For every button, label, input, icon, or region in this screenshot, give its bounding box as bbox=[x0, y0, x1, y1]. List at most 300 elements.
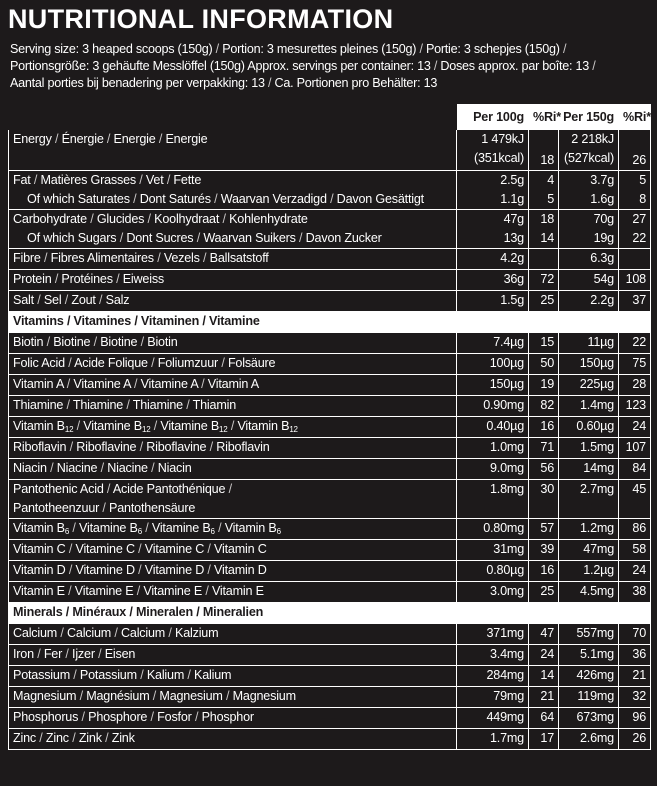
name-part: Potassium bbox=[13, 668, 70, 682]
name-part: Calcium bbox=[67, 626, 112, 640]
name-separator: / bbox=[144, 212, 155, 226]
value-line: 18 bbox=[540, 212, 554, 226]
name-separator: / bbox=[136, 440, 147, 454]
name-part: Vitamine B bbox=[83, 419, 142, 433]
name-separator: / bbox=[57, 626, 67, 640]
cell-ri2: 123 bbox=[619, 396, 651, 417]
cell-ri2: 26 bbox=[619, 729, 651, 750]
cell-ri2: 84 bbox=[619, 459, 651, 480]
name-part: Énergie bbox=[61, 132, 104, 146]
header-ri2: %Ri* bbox=[619, 105, 651, 130]
name-separator: / bbox=[36, 731, 46, 745]
name-part: Potassium bbox=[79, 668, 137, 682]
cell-per150: 54g bbox=[559, 270, 619, 291]
name-part: Vitamin A bbox=[13, 377, 64, 391]
nutrient-name bbox=[9, 687, 457, 708]
name-part: Iron bbox=[13, 647, 34, 661]
value-line: 4 bbox=[547, 173, 554, 187]
name-separator: / bbox=[182, 398, 193, 412]
cell-ri1: 57 bbox=[529, 519, 559, 540]
name-separator: / bbox=[64, 356, 75, 370]
cell-per150: 14mg bbox=[559, 459, 619, 480]
name-part: Waarvan Suikers bbox=[203, 231, 296, 245]
table-row bbox=[9, 249, 651, 270]
name-part: Portionsgröße: 3 gehäufte Messlöffel (150g) Approx. servings per container: 13 bbox=[10, 59, 431, 73]
name-separator: / bbox=[116, 231, 127, 245]
cell-ri2: 36 bbox=[619, 645, 651, 666]
cell-ri1: 71 bbox=[529, 438, 559, 459]
name-separator: / bbox=[197, 377, 208, 391]
name-part: Vezels bbox=[163, 251, 200, 265]
cell-per150: 426mg bbox=[559, 666, 619, 687]
name-separator: / bbox=[147, 461, 158, 475]
cell-per150: 11µg bbox=[559, 333, 619, 354]
name-part: Acide Pantothénique bbox=[112, 482, 226, 496]
value-line: 70g bbox=[593, 212, 614, 226]
name-part: Davon Zucker bbox=[305, 231, 382, 245]
name-separator: / bbox=[163, 173, 174, 187]
name-separator: / bbox=[214, 521, 225, 535]
table-row bbox=[9, 687, 651, 708]
name-part: Vitamin B bbox=[13, 521, 65, 535]
name-part: Niacine bbox=[107, 461, 148, 475]
name-part: Zinc bbox=[13, 731, 36, 745]
cell-per150: 1.2µg bbox=[559, 561, 619, 582]
name-separator: / bbox=[589, 59, 596, 73]
cell-per150: 1.2mg bbox=[559, 519, 619, 540]
name-part: Vitamin D bbox=[214, 563, 267, 577]
nutrient-line bbox=[13, 499, 452, 518]
name-separator: / bbox=[193, 231, 204, 245]
value-subline: 13g bbox=[503, 231, 524, 245]
cell-ri2: 58 bbox=[619, 540, 651, 561]
table-row bbox=[9, 480, 651, 519]
table-row-energy bbox=[9, 130, 651, 171]
name-part: Serving size: 3 heaped scoops (150g) bbox=[10, 42, 213, 56]
nutrient-name bbox=[9, 210, 457, 249]
minerals-section-header-label: Minerals / Minéraux / Mineralen / Mineralien bbox=[9, 603, 651, 624]
name-separator: / bbox=[218, 356, 228, 370]
name-part: Calcium bbox=[13, 626, 58, 640]
name-separator: / bbox=[227, 419, 238, 433]
name-part: Biotine bbox=[100, 335, 138, 349]
cell-ri2: 37 bbox=[619, 291, 651, 312]
name-separator: / bbox=[295, 231, 306, 245]
name-part: Of which Sugars bbox=[27, 231, 117, 245]
name-part: Riboflavin bbox=[13, 440, 67, 454]
nutrient-name bbox=[9, 270, 457, 291]
name-separator: / bbox=[62, 647, 73, 661]
cell-per100: 1.7mg bbox=[457, 729, 529, 750]
name-part: Zout bbox=[71, 293, 96, 307]
cell-per100: 449mg bbox=[457, 708, 529, 729]
name-separator: / bbox=[184, 668, 195, 682]
name-separator: / bbox=[90, 335, 101, 349]
name-part: Vitamine C bbox=[75, 542, 135, 556]
cell-per100: 1.5g bbox=[457, 291, 529, 312]
nutrient-name bbox=[9, 333, 457, 354]
cell-ri2 bbox=[619, 249, 651, 270]
name-separator: / bbox=[165, 626, 175, 640]
value-line: (351kcal) bbox=[474, 151, 524, 165]
cell-ri2: 38 bbox=[619, 582, 651, 603]
name-separator: / bbox=[133, 584, 144, 598]
nutrient-name bbox=[9, 459, 457, 480]
name-part: Ca. Portionen pro Behälter: 13 bbox=[274, 76, 438, 90]
nutrient-name bbox=[9, 729, 457, 750]
cell-ri1: 16 bbox=[529, 561, 559, 582]
name-part: Carbohydrate bbox=[13, 212, 87, 226]
name-part: Biotin bbox=[147, 335, 178, 349]
nutrient-name bbox=[9, 375, 457, 396]
name-separator: / bbox=[204, 563, 215, 577]
name-separator: / bbox=[155, 132, 166, 146]
name-part: Energy bbox=[13, 132, 52, 146]
table-row bbox=[9, 417, 651, 438]
name-part: Vitamine A bbox=[73, 377, 131, 391]
name-separator: / bbox=[206, 440, 217, 454]
nutrient-name bbox=[9, 519, 457, 540]
cell-per100: 4.2g bbox=[457, 249, 529, 270]
name-part: Sel bbox=[43, 293, 62, 307]
cell-per150: 2.2g bbox=[559, 291, 619, 312]
cell-per150: 6.3g bbox=[559, 249, 619, 270]
cell-ri1: 39 bbox=[529, 540, 559, 561]
header-blank bbox=[9, 105, 457, 130]
cell-per100 bbox=[457, 210, 529, 249]
value-line: 2 218kJ bbox=[571, 132, 614, 146]
cell-ri1: 47 bbox=[529, 624, 559, 645]
value-line: 1 479kJ bbox=[481, 132, 524, 146]
nutrient-name bbox=[9, 249, 457, 270]
name-part: Vitamin C bbox=[214, 542, 267, 556]
table-row bbox=[9, 354, 651, 375]
cell-ri1: 16 bbox=[529, 417, 559, 438]
minerals-section-header bbox=[9, 603, 651, 624]
table-row bbox=[9, 519, 651, 540]
nutrient-name bbox=[9, 540, 457, 561]
name-separator: / bbox=[95, 293, 106, 307]
nutrient-name bbox=[9, 417, 457, 438]
nutrient-name bbox=[9, 666, 457, 687]
name-separator: / bbox=[33, 647, 44, 661]
cell-ri1: 64 bbox=[529, 708, 559, 729]
name-separator: / bbox=[111, 626, 121, 640]
name-part: Salz bbox=[105, 293, 130, 307]
name-part: Vitamin A bbox=[207, 377, 259, 391]
cell-ri1: 19 bbox=[529, 375, 559, 396]
value-subline: 8 bbox=[639, 192, 646, 206]
cell-per100: 150µg bbox=[457, 375, 529, 396]
cell-per100: 9.0mg bbox=[457, 459, 529, 480]
name-part: Pantothenic Acid bbox=[13, 482, 104, 496]
cell-ri1 bbox=[529, 210, 559, 249]
name-separator: / bbox=[129, 192, 140, 206]
cell-per150: 2.7mg bbox=[559, 480, 619, 519]
name-part: Portion: 3 mesurettes pleines (150g) bbox=[222, 42, 417, 56]
name-part: Folsäure bbox=[227, 356, 276, 370]
cell-per100: 371mg bbox=[457, 624, 529, 645]
name-part: Phosphor bbox=[201, 710, 254, 724]
cell-ri2: 107 bbox=[619, 438, 651, 459]
value-line: 47g bbox=[503, 212, 524, 226]
name-separator: / bbox=[147, 356, 158, 370]
name-separator: / bbox=[68, 731, 79, 745]
panel-title: NUTRITIONAL INFORMATION bbox=[8, 4, 394, 34]
name-part: Niacine bbox=[56, 461, 98, 475]
value-line: 5 bbox=[639, 173, 646, 187]
name-part: Protéines bbox=[61, 272, 113, 286]
cell-ri2: 21 bbox=[619, 666, 651, 687]
cell-per150: 225µg bbox=[559, 375, 619, 396]
table-row bbox=[9, 459, 651, 480]
name-separator: / bbox=[65, 542, 76, 556]
name-part: Phosphore bbox=[88, 710, 148, 724]
name-part: Phosphorus bbox=[13, 710, 79, 724]
name-part: Fibres Alimentaires bbox=[50, 251, 154, 265]
name-separator: / bbox=[103, 132, 114, 146]
subscript: 12 bbox=[219, 425, 228, 434]
cell-ri2: 96 bbox=[619, 708, 651, 729]
nutrient-line bbox=[13, 480, 452, 499]
table-row bbox=[9, 540, 651, 561]
name-separator: / bbox=[70, 668, 80, 682]
cell-per100 bbox=[457, 130, 529, 171]
name-part: Magnesium bbox=[13, 689, 77, 703]
cell-per150: 2.6mg bbox=[559, 729, 619, 750]
name-separator: / bbox=[65, 563, 76, 577]
subscript: 6 bbox=[276, 527, 281, 536]
name-separator: / bbox=[559, 42, 567, 56]
name-part: Biotin bbox=[13, 335, 44, 349]
name-part: Portie: 3 schepjes (150g) bbox=[425, 42, 560, 56]
name-part: Vitamine A bbox=[140, 377, 198, 391]
name-separator: / bbox=[69, 521, 80, 535]
cell-ri2 bbox=[619, 210, 651, 249]
name-part: Ballsatstoff bbox=[209, 251, 269, 265]
name-separator: / bbox=[136, 668, 147, 682]
cell-per100: 0.40µg bbox=[457, 417, 529, 438]
name-part: Zink bbox=[78, 731, 102, 745]
cell-per150: 4.5mg bbox=[559, 582, 619, 603]
name-separator: / bbox=[134, 563, 145, 577]
name-part: Magnesium bbox=[159, 689, 223, 703]
name-part: Vitamine B bbox=[160, 419, 220, 433]
cell-per100: 1.0mg bbox=[457, 438, 529, 459]
name-part: Glucides bbox=[96, 212, 145, 226]
cell-ri2: 24 bbox=[619, 561, 651, 582]
subscript: 6 bbox=[210, 527, 215, 536]
name-part: Kohlenhydrate bbox=[229, 212, 308, 226]
name-part: Zink bbox=[111, 731, 135, 745]
value-subline: 22 bbox=[632, 231, 646, 245]
name-part: Vitamine E bbox=[74, 584, 134, 598]
table-row bbox=[9, 333, 651, 354]
table-row bbox=[9, 729, 651, 750]
table-row bbox=[9, 438, 651, 459]
value-subline: 1.6g bbox=[590, 192, 614, 206]
subscript: 6 bbox=[64, 527, 70, 536]
table-body bbox=[9, 130, 651, 750]
name-part: Calcium bbox=[121, 626, 166, 640]
name-separator: / bbox=[430, 59, 441, 73]
name-part: Fat bbox=[13, 173, 31, 187]
nutrient-name bbox=[9, 708, 457, 729]
name-separator: / bbox=[141, 521, 152, 535]
cell-ri2: 28 bbox=[619, 375, 651, 396]
name-separator: / bbox=[78, 710, 89, 724]
nutrient-name bbox=[9, 291, 457, 312]
name-part: Vet bbox=[145, 173, 164, 187]
cell-per150: 673mg bbox=[559, 708, 619, 729]
table-row bbox=[9, 375, 651, 396]
name-separator: / bbox=[86, 212, 97, 226]
cell-ri2 bbox=[619, 171, 651, 210]
name-separator: / bbox=[76, 689, 87, 703]
name-part: Kalium bbox=[194, 668, 232, 682]
cell-ri1: 50 bbox=[529, 354, 559, 375]
name-part: Magnésium bbox=[86, 689, 150, 703]
name-separator: / bbox=[134, 542, 145, 556]
name-separator: / bbox=[202, 584, 212, 598]
name-separator: / bbox=[149, 689, 160, 703]
name-separator: / bbox=[150, 419, 161, 433]
table-row bbox=[9, 210, 651, 249]
value-line: 27 bbox=[632, 212, 646, 226]
name-part: Vitamin B bbox=[237, 419, 290, 433]
table-row bbox=[9, 624, 651, 645]
name-part: Kalzium bbox=[175, 626, 219, 640]
name-separator: / bbox=[225, 482, 232, 496]
cell-ri1: 82 bbox=[529, 396, 559, 417]
name-part: Of which Saturates bbox=[27, 192, 130, 206]
name-part: Vitamin E bbox=[13, 584, 65, 598]
cell-ri1 bbox=[529, 171, 559, 210]
name-part: Vitamine D bbox=[144, 563, 205, 577]
cell-per150: 119mg bbox=[559, 687, 619, 708]
name-separator: / bbox=[33, 293, 44, 307]
name-part: Pantothensäure bbox=[109, 501, 196, 515]
name-separator: / bbox=[94, 647, 105, 661]
cell-ri1: 25 bbox=[529, 291, 559, 312]
name-separator: / bbox=[264, 76, 275, 90]
nutrient-name bbox=[9, 480, 457, 519]
name-part: Niacin bbox=[13, 461, 47, 475]
name-separator: / bbox=[63, 377, 74, 391]
name-part: Thiamine bbox=[72, 398, 124, 412]
cell-per100: 31mg bbox=[457, 540, 529, 561]
cell-ri2: 24 bbox=[619, 417, 651, 438]
cell-ri2: 45 bbox=[619, 480, 651, 519]
subscript: 12 bbox=[64, 425, 74, 434]
value-subline: 1.1g bbox=[500, 192, 524, 206]
name-part: Aantal porties bij benadering per verpakking: 13 bbox=[10, 76, 265, 90]
name-separator: / bbox=[130, 377, 141, 391]
name-part: Riboflavine bbox=[146, 440, 207, 454]
cell-ri1: 25 bbox=[529, 582, 559, 603]
cell-per100: 284mg bbox=[457, 666, 529, 687]
name-part: Vitamin D bbox=[13, 563, 66, 577]
name-part: Biotine bbox=[53, 335, 91, 349]
name-separator: / bbox=[112, 272, 123, 286]
nutrient-name bbox=[9, 624, 457, 645]
cell-per100: 0.90mg bbox=[457, 396, 529, 417]
name-part: Matières Grasses bbox=[40, 173, 136, 187]
header-per150: Per 150g bbox=[559, 105, 619, 130]
nutrient-name bbox=[9, 130, 457, 171]
name-separator: / bbox=[219, 212, 230, 226]
name-part: Fosfor bbox=[157, 710, 192, 724]
name-part: Ijzer bbox=[72, 647, 95, 661]
cell-per100: 0.80µg bbox=[457, 561, 529, 582]
name-part: Salt bbox=[13, 293, 34, 307]
name-separator: / bbox=[101, 731, 112, 745]
header-ri1: %Ri* bbox=[529, 105, 559, 130]
name-part: Vitamin E bbox=[211, 584, 264, 598]
cell-ri2: 86 bbox=[619, 519, 651, 540]
nutrition-table bbox=[8, 104, 651, 750]
name-separator: / bbox=[73, 419, 84, 433]
serving-line bbox=[10, 75, 650, 92]
cell-ri1: 14 bbox=[529, 666, 559, 687]
name-part: Thiamine bbox=[132, 398, 183, 412]
cell-per100: 3.4mg bbox=[457, 645, 529, 666]
value-subline: 5 bbox=[547, 192, 554, 206]
name-separator: / bbox=[46, 461, 57, 475]
name-part: Pantotheenzuur bbox=[13, 501, 100, 515]
serving-info bbox=[10, 41, 650, 92]
value-line: 3.7g bbox=[590, 173, 614, 187]
name-separator: / bbox=[153, 251, 164, 265]
name-part: Fer bbox=[43, 647, 63, 661]
name-part: Energie bbox=[165, 132, 208, 146]
name-separator: / bbox=[136, 173, 146, 187]
name-separator: / bbox=[66, 440, 77, 454]
header-per100: Per 100g bbox=[457, 105, 529, 130]
nutrient-subline bbox=[13, 190, 452, 209]
cell-per150: 5.1mg bbox=[559, 645, 619, 666]
name-part: Davon Gesättigt bbox=[336, 192, 424, 206]
name-part: Energie bbox=[113, 132, 156, 146]
name-part: Waarvan Verzadigd bbox=[220, 192, 327, 206]
value-subline: 19g bbox=[593, 231, 614, 245]
cell-per150 bbox=[559, 171, 619, 210]
cell-ri1: 30 bbox=[529, 480, 559, 519]
name-separator: / bbox=[61, 293, 72, 307]
nutrient-name bbox=[9, 354, 457, 375]
value-line: 2.5g bbox=[500, 173, 524, 187]
name-part: Koolhydraat bbox=[154, 212, 220, 226]
name-part: Riboflavine bbox=[76, 440, 137, 454]
name-separator: / bbox=[137, 335, 148, 349]
table-row bbox=[9, 645, 651, 666]
vitamins-section-header-label: Vitamins / Vitamines / Vitaminen / Vitamine bbox=[9, 312, 651, 333]
cell-per150: 1.4mg bbox=[559, 396, 619, 417]
name-part: Vitamin B bbox=[13, 419, 65, 433]
name-part: Vitamine B bbox=[151, 521, 211, 535]
cell-per150: 1.5mg bbox=[559, 438, 619, 459]
name-part: Protein bbox=[13, 272, 52, 286]
cell-ri1: 17 bbox=[529, 729, 559, 750]
nutrient-name bbox=[9, 396, 457, 417]
name-separator: / bbox=[210, 192, 221, 206]
cell-ri1: 56 bbox=[529, 459, 559, 480]
cell-ri1: 72 bbox=[529, 270, 559, 291]
name-part: Riboflavin bbox=[216, 440, 270, 454]
nutrient-name bbox=[9, 438, 457, 459]
name-part: Thiamine bbox=[13, 398, 64, 412]
name-separator: / bbox=[97, 461, 108, 475]
